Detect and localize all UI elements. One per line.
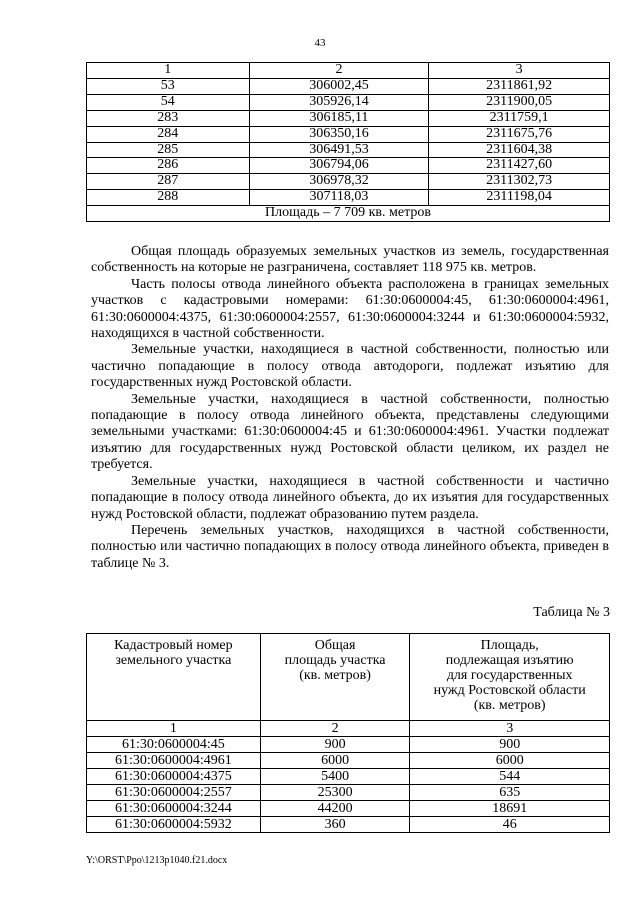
table-row [87,817,610,833]
point-number: 53 [87,78,250,94]
table-row [87,142,610,158]
table-row [87,737,610,753]
column-number: 2 [249,63,429,79]
point-number: 287 [87,174,250,190]
table-row [87,769,610,785]
point-number: 288 [87,190,250,206]
x-coordinate: 307118,03 [249,190,429,206]
table-caption: Таблица № 3 [533,605,610,620]
x-coordinate: 306978,32 [249,174,429,190]
y-coordinate: 2311759,1 [429,110,610,126]
land-plots-header-row [87,634,610,721]
cadastral-number: 61:30:0600004:2557 [87,785,261,801]
total-area: 6000 [260,753,410,769]
table-row [87,801,610,817]
total-area: 900 [260,737,410,753]
header-line: (кв. метров) [473,698,546,713]
cadastral-number: 61:30:0600004:4375 [87,769,261,785]
table-row [87,190,610,206]
y-coordinate: 2311900,05 [429,94,610,110]
column-number: 1 [87,63,250,79]
header-line: Площадь, [480,638,539,653]
seized-area: 544 [410,769,610,785]
table-row [87,94,610,110]
header-line: подлежащая изъятию [445,653,574,668]
body-text [91,244,609,572]
column-number-row [87,721,610,737]
x-coordinate: 305926,14 [249,94,429,110]
x-coordinate: 306185,11 [249,110,429,126]
column-number: 3 [429,63,610,79]
header-line: Общая [314,638,356,653]
coordinate-table-header-row [87,63,610,79]
paragraph: Перечень земельных участков, находящихся в частной собственности, полностью или частично попадающих в полосу отвода линейного объекта, приведен в таблице № 3. [91,522,609,571]
seized-area: 635 [410,785,610,801]
paragraph: Общая площадь образуемых земельных участков из земель, государственная собственность на которые не разграничена, составляет 118 975 кв. метров. [91,244,609,276]
x-coordinate: 306350,16 [249,126,429,142]
header-cadastral-number [87,634,261,721]
seized-area: 900 [410,737,610,753]
header-line: нужд Ростовской области [433,683,586,698]
table-row [87,110,610,126]
header-line: площадь участка [284,653,386,668]
paragraph: Земельные участки, находящиеся в частной собственности, полностью попадающие в полосу отвода линейного объекта, представлены следующими земельными участками: 61:30:0600004:45 и 61:30:0600004:4961. Участки подлежат изъятию для государственных нужд Ростовской области целиком, их раздел не требуется. [91,391,609,473]
table-row [87,174,610,190]
table-row [87,158,610,174]
x-coordinate: 306794,06 [249,158,429,174]
point-number: 54 [87,94,250,110]
x-coordinate: 306491,53 [249,142,429,158]
y-coordinate: 2311604,38 [429,142,610,158]
seized-area: 18691 [410,801,610,817]
table-row [87,785,610,801]
cadastral-number: 61:30:0600004:3244 [87,801,261,817]
table-row [87,126,610,142]
cadastral-number: 61:30:0600004:45 [87,737,261,753]
header-total-area [260,634,410,721]
area-total: Площадь – 7 709 кв. метров [87,206,610,222]
file-path-footer: Y:\ORST\Ppo\1213p1040.f21.docx [86,855,228,866]
y-coordinate: 2311861,92 [429,78,610,94]
column-number: 1 [87,721,261,737]
point-number: 286 [87,158,250,174]
y-coordinate: 2311427,60 [429,158,610,174]
land-plots-table [86,633,610,833]
header-seized-area [410,634,610,721]
cadastral-number: 61:30:0600004:5932 [87,817,261,833]
cadastral-number: 61:30:0600004:4961 [87,753,261,769]
table-row [87,78,610,94]
point-number: 284 [87,126,250,142]
area-row [87,206,610,222]
y-coordinate: 2311198,04 [429,190,610,206]
y-coordinate: 2311302,73 [429,174,610,190]
point-number: 285 [87,142,250,158]
y-coordinate: 2311675,76 [429,126,610,142]
header-line: для государственных [446,668,573,683]
column-number: 3 [410,721,610,737]
paragraph: Часть полосы отвода линейного объекта расположена в границах земельных участков с кадастровыми номерами: 61:30:0600004:45, 61:30:0600004:4961, 61:30:0600004:4375, 61:30:0600004:2557, 61:30:0600004:3244 и 61:30:0600004:5932, находящихся в частной собственности. [91,276,609,342]
seized-area: 46 [410,817,610,833]
total-area: 360 [260,817,410,833]
total-area: 5400 [260,769,410,785]
table-row [87,753,610,769]
coordinate-table [86,62,610,222]
total-area: 25300 [260,785,410,801]
paragraph: Земельные участки, находящиеся в частной собственности, полностью или частично попадающие в полосу отвода автодороги, подлежат изъятию для государственных нужд Ростовской области. [91,342,609,391]
header-line: земельного участка [115,653,232,668]
header-line: (кв. метров) [299,668,371,683]
page-number: 43 [314,37,326,49]
paragraph: Земельные участки, находящиеся в частной собственности и частично попадающие в полосу отвода линейного объекта, до их изъятия для государственных нужд Ростовской области, подлежат образованию путем раздела. [91,473,609,522]
seized-area: 6000 [410,753,610,769]
header-line: Кадастровый номер [114,638,233,653]
total-area: 44200 [260,801,410,817]
x-coordinate: 306002,45 [249,78,429,94]
point-number: 283 [87,110,250,126]
column-number: 2 [260,721,410,737]
